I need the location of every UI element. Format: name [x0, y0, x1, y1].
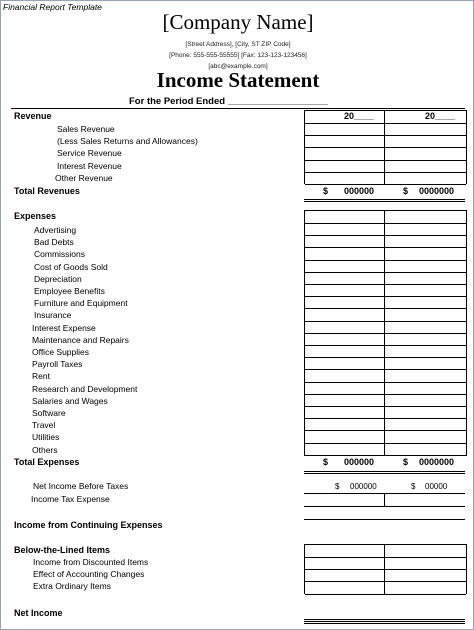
line-item: Rent [32, 371, 50, 382]
line-item: Interest Revenue [57, 160, 122, 171]
line-item: Effect of Accounting Changes [33, 569, 145, 580]
total-revenues-label: Total Revenues [14, 186, 80, 196]
line-item: Service Revenue [57, 148, 122, 159]
total-expenses-dollar-1: $ [323, 457, 329, 467]
income-tax-label: Income Tax Expense [31, 494, 110, 504]
template-label: Financial Report Template [3, 2, 102, 12]
net-income-label: Net Income [14, 608, 63, 618]
table-row [305, 333, 466, 334]
table-row [305, 406, 466, 407]
table-row [305, 235, 466, 236]
nibt-dollar-2: $ [411, 482, 416, 491]
table-row [305, 382, 466, 383]
line-item: Maintenance and Repairs [32, 334, 129, 345]
table-row [305, 569, 466, 570]
line-item: Commissions [34, 249, 86, 260]
line-item: Employee Benefits [34, 286, 105, 296]
line-item: Income from Discounted Items [33, 557, 149, 567]
table-row [305, 581, 466, 582]
table-row [305, 135, 466, 136]
table-row [305, 308, 466, 309]
table-row [305, 594, 466, 595]
table-row [305, 321, 466, 322]
line-item: Extra Ordinary Items [33, 581, 111, 592]
table-row [305, 160, 466, 161]
total-revenues-dollar-1: $ [323, 186, 329, 196]
line-item: Interest Expense [32, 322, 96, 333]
continuing-expenses-label: Income from Continuing Expenses [14, 520, 163, 530]
line-item: Advertising [34, 225, 77, 235]
table-row [305, 345, 466, 346]
header-divider [11, 108, 465, 109]
expenses-header: Expenses [14, 211, 57, 221]
phone-fax: [Phone: 555-555-55555] [Fax: 123-123-123456] [169, 52, 307, 59]
year-column-2: 20____ [425, 111, 456, 121]
line-item: Depreciation [34, 273, 82, 284]
table-row [305, 123, 466, 124]
table-row [305, 272, 466, 273]
line-item: Travel [32, 420, 56, 431]
nibt-value-1: 000000 [350, 482, 377, 491]
line-item: Software [32, 408, 66, 418]
line-item: Office Supplies [32, 347, 90, 357]
expenses-grid [304, 210, 467, 456]
period-label: For the Period Ended ___________________ [129, 96, 329, 107]
total-expenses-value-1: 000000 [344, 457, 375, 467]
table-row [305, 247, 466, 248]
net-income-before-taxes-label: Net Income Before Taxes [33, 481, 129, 491]
nibt-dollar-1: $ [335, 482, 340, 491]
table-row [305, 443, 466, 444]
table-row [305, 557, 466, 558]
table-row [305, 147, 466, 148]
table-row [305, 172, 466, 173]
line-item: Payroll Taxes [32, 359, 83, 370]
table-row [305, 260, 466, 261]
line-item: Insurance [34, 310, 72, 321]
year-column-1: 20____ [344, 111, 375, 121]
table-row [305, 357, 466, 358]
line-item: Other Revenue [55, 172, 113, 183]
table-row [305, 418, 466, 419]
table-row [305, 430, 466, 431]
line-item: Research and Development [32, 383, 138, 394]
line-item: (Less Sales Returns and Allowances) [57, 136, 198, 147]
statement-title: Income Statement [156, 68, 320, 92]
below-line-grid [304, 544, 467, 594]
email-address: [abc@example.com] [208, 63, 268, 70]
total-revenues-value-2: 0000000 [419, 186, 455, 196]
total-revenues-dollar-2: $ [403, 186, 409, 196]
table-row [305, 394, 466, 395]
line-item: Bad Debts [34, 237, 74, 248]
table-row [305, 284, 466, 285]
table-row [305, 296, 466, 297]
table-row [305, 223, 466, 224]
total-expenses-value-2: 0000000 [419, 457, 455, 467]
street-address: [Street Address], [City, ST ZIP Code] [185, 41, 291, 48]
nibt-value-2: 00000 [425, 482, 448, 491]
total-expenses-label: Total Expenses [14, 457, 80, 467]
total-expenses-dollar-2: $ [403, 457, 409, 467]
below-line-header: Below-the-Lined Items [14, 545, 111, 555]
revenue-grid [304, 110, 467, 184]
total-revenues-value-1: 000000 [344, 186, 375, 196]
line-item: Cost of Goods Sold [34, 261, 108, 272]
line-item: Furniture and Equipment [34, 298, 128, 309]
company-name: [Company Name] [162, 10, 314, 34]
revenue-header: Revenue [14, 111, 52, 121]
line-item: Utilities [32, 432, 60, 443]
table-row [305, 369, 466, 370]
line-item: Salaries and Wages [32, 395, 108, 406]
line-item: Others [32, 444, 58, 455]
line-item: Sales Revenue [57, 124, 115, 134]
